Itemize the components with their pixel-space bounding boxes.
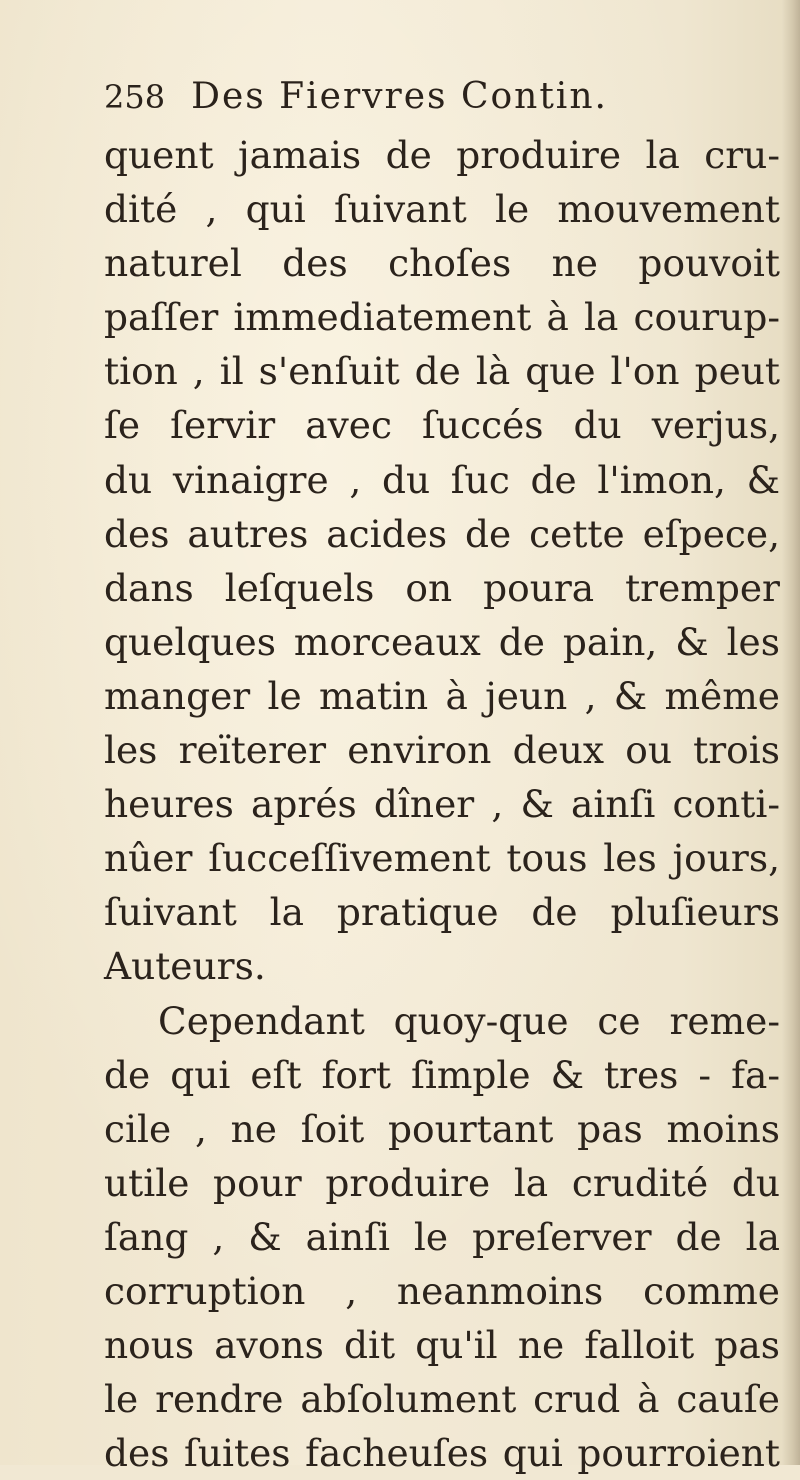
text-line: quelques morceaux de pain, & les xyxy=(104,619,780,664)
text-line: du vinaigre , du ſuc de l'imon, & xyxy=(104,457,780,502)
text-line: corruption , neanmoins comme xyxy=(104,1268,780,1313)
text-line: heures aprés dîner , & ainſi conti- xyxy=(104,782,780,827)
text-line: dité , qui ſuivant le mouvement xyxy=(104,187,780,232)
text-line: nous avons dit qu'il ne falloit pas xyxy=(104,1323,780,1368)
paragraph-start-line: Cependant quoy-que ce reme- xyxy=(158,998,780,1043)
text-line: naturel des choſes ne pouvoit xyxy=(104,241,780,286)
text-line: paſſer immediatement à la courup- xyxy=(104,295,780,340)
text-line: des ſuites facheuſes qui pourroient xyxy=(104,1431,780,1476)
text-line: cile , ne ſoit pourtant pas moins xyxy=(104,1106,780,1151)
text-line: ſuivant la pratique de pluſieurs xyxy=(104,890,780,935)
page-header xyxy=(104,76,608,117)
text-line: ſang , & ainſi le preſerver de la xyxy=(104,1214,780,1259)
body-text xyxy=(104,128,780,1480)
paragraph-end-line: Auteurs. xyxy=(104,944,266,989)
text-line: nûer ſucceſſivement tous les jours, xyxy=(104,836,780,881)
text-line: quent jamais de produire la cru- xyxy=(104,133,780,177)
text-line: utile pour produire la crudité du xyxy=(104,1160,780,1205)
text-line: le rendre abſolument crud à cauſe xyxy=(104,1377,780,1422)
running-title: Des Fiervres Contin. xyxy=(191,76,608,117)
text-line: de qui eſt fort ſimple & tres - fa- xyxy=(104,1052,780,1097)
text-line: tion , il s'enſuit de là que l'on peut xyxy=(104,349,780,394)
text-line: des autres acides de cette eſpece, xyxy=(104,511,780,556)
text-line: les reïterer environ deux ou trois xyxy=(104,728,780,773)
text-line: manger le matin à jeun , & même xyxy=(104,673,780,718)
page-number: 258 xyxy=(104,78,166,116)
text-line: dans leſquels on poura tremper xyxy=(104,565,780,610)
text-line: ſe ſervir avec ſuccés du verjus, xyxy=(104,403,780,448)
